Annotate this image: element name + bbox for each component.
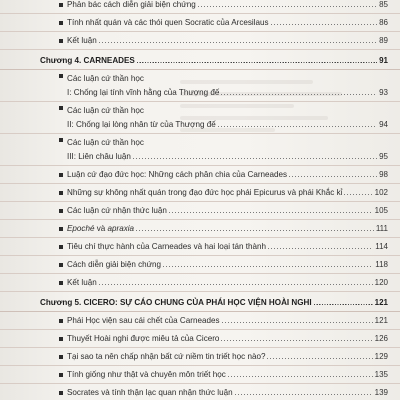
- toc-entry-title: Phản bác cách diễn giải biện chứng: [67, 0, 196, 9]
- toc-entry[interactable]: [0, 330, 400, 348]
- toc-entry-page: 118: [375, 260, 388, 269]
- leader-dots: [169, 212, 373, 213]
- toc-entry-subtitle: III: Liên châu luận: [67, 152, 131, 161]
- toc-entry-title: Thuyết Hoài nghi được miêu tả của Cicero: [67, 334, 220, 343]
- leader-dots: [137, 62, 377, 63]
- toc-entry-page: 102: [374, 188, 388, 197]
- toc-entry-page: 135: [374, 370, 388, 379]
- toc-entry-title: Kết luận: [67, 36, 97, 45]
- toc-term-epoche: Epoché: [67, 224, 95, 233]
- leader-dots: [314, 304, 373, 305]
- chapter-page: 91: [379, 56, 388, 65]
- toc-entry-title: Cách diễn giải biện chứng: [67, 260, 162, 269]
- bullet-icon: [59, 138, 63, 142]
- toc-entry-page: 98: [379, 170, 388, 179]
- toc-entry[interactable]: [0, 348, 400, 366]
- toc-entry-subtitle: I: Chống lại tính vĩnh hằng của Thượng đế: [67, 88, 220, 97]
- toc-entry-title: Các luận cứ thần học: [67, 138, 144, 147]
- toc-entry-title: Tiêu chí thực hành của Carneades và hai loại tán thành: [67, 242, 267, 251]
- bullet-icon: [59, 373, 63, 377]
- toc-entry-title: Tính giống như thật và chuyên môn triết học: [67, 370, 226, 379]
- toc-entry-page: 85: [379, 0, 388, 9]
- leader-dots: [221, 340, 372, 341]
- leader-dots: [267, 358, 372, 359]
- chapter-page: 121: [374, 298, 388, 307]
- toc-entry-page: 120: [374, 278, 388, 287]
- toc-entry[interactable]: [0, 312, 400, 330]
- bullet-icon: [59, 21, 63, 25]
- toc-entry-page: 89: [379, 36, 388, 45]
- toc-entry-title: Luận cứ đạo đức học: Những cách phân chia của Carneades: [67, 170, 288, 179]
- toc-entry-page: 129: [374, 352, 388, 361]
- bullet-icon: [59, 245, 63, 249]
- toc-entry[interactable]: [0, 70, 400, 102]
- toc-entry[interactable]: [0, 0, 400, 14]
- toc-entry-page: 121: [374, 316, 388, 325]
- toc-entry[interactable]: [0, 32, 400, 50]
- toc-entry-page: 126: [374, 334, 388, 343]
- toc-entry-title: Tính nhất quán và các thói quen Socratic của Arcesilaus: [67, 18, 269, 27]
- toc-entry-title: [67, 222, 358, 235]
- toc-entry[interactable]: [0, 14, 400, 32]
- toc-entry-page: 111: [375, 224, 388, 233]
- toc-entry-page: 93: [379, 88, 388, 97]
- leader-dots: [222, 322, 373, 323]
- toc-chapter[interactable]: [0, 52, 400, 70]
- toc-entry[interactable]: [0, 202, 400, 220]
- leader-dots: [133, 158, 377, 159]
- toc-entry[interactable]: [0, 238, 400, 256]
- toc-entry-subtitle: II: Chống lại lòng nhân từ của Thượng đế: [67, 120, 216, 129]
- bullet-icon: [59, 39, 63, 43]
- toc-entry[interactable]: [0, 384, 400, 400]
- bullet-icon: [59, 191, 63, 195]
- leader-dots: [235, 394, 373, 395]
- bullet-icon: [59, 74, 63, 78]
- leader-dots: [218, 126, 377, 127]
- toc-entry-title: Socrates và tính thận lạc quan nhận thức luận: [67, 388, 233, 397]
- bullet-icon: [59, 355, 63, 359]
- toc-entry[interactable]: [0, 256, 400, 274]
- toc-entry[interactable]: [0, 134, 400, 166]
- toc-entry-title: Những sự không nhất quán trong đạo đức học phái Epicurus và phái Khắc kỉ: [67, 188, 343, 197]
- toc-entry-page: 86: [379, 18, 388, 27]
- toc-entry-page: 114: [375, 242, 388, 251]
- toc-entry-title: Các luận cứ nhận thức luận: [67, 206, 167, 215]
- toc-entry-title: Các luận cứ thần học: [67, 106, 144, 115]
- toc-entry[interactable]: [0, 220, 400, 238]
- toc-chapter[interactable]: [0, 294, 400, 312]
- bullet-icon: [59, 391, 63, 395]
- leader-dots: [289, 176, 377, 177]
- toc-entry-title: Phái Học viện sau cái chết của Carneades: [67, 316, 220, 325]
- leader-dots: [99, 284, 373, 285]
- chapter-title: Chương 4. CARNEADES: [40, 56, 135, 65]
- bullet-icon: [59, 319, 63, 323]
- toc-term-apraxia: apraxia: [107, 224, 135, 233]
- leader-dots: [221, 94, 377, 95]
- toc-entry[interactable]: [0, 166, 400, 184]
- toc-entry[interactable]: [0, 366, 400, 384]
- bullet-icon: [59, 106, 63, 110]
- leader-dots: [163, 266, 373, 267]
- leader-dots: [198, 6, 377, 7]
- leader-dots: [271, 24, 378, 25]
- chapter-title: Chương 5. CICERO: SỰ CÁO CHUNG CỦA PHÁI HỌC VIỆN HOÀI NGHI: [40, 298, 312, 307]
- toc-entry-title: Các luận cứ thần học: [67, 74, 144, 83]
- bullet-icon: [59, 173, 63, 177]
- toc-conjunction: và: [94, 224, 108, 233]
- toc-entry[interactable]: [0, 274, 400, 292]
- toc-entry-page: 139: [374, 388, 388, 397]
- bullet-icon: [59, 227, 63, 231]
- toc-entry-title: Tại sao ta nên chấp nhận bất cứ niềm tin triết học nào?: [67, 352, 266, 361]
- leader-dots: [268, 248, 373, 249]
- leader-dots: [136, 230, 374, 231]
- bullet-icon: [59, 281, 63, 285]
- toc-entry-page: 95: [379, 152, 388, 161]
- leader-dots: [99, 42, 377, 43]
- bullet-icon: [59, 263, 63, 267]
- bullet-icon: [59, 3, 63, 7]
- toc-entry-title: Kết luận: [67, 278, 97, 287]
- toc-entry-page: 105: [374, 206, 388, 215]
- toc-entry-page: 94: [379, 120, 388, 129]
- bullet-icon: [59, 337, 63, 341]
- toc-entry[interactable]: [0, 184, 400, 202]
- leader-dots: [228, 376, 373, 377]
- leader-dots: [344, 194, 372, 195]
- toc-entry[interactable]: [0, 102, 400, 134]
- bullet-icon: [59, 209, 63, 213]
